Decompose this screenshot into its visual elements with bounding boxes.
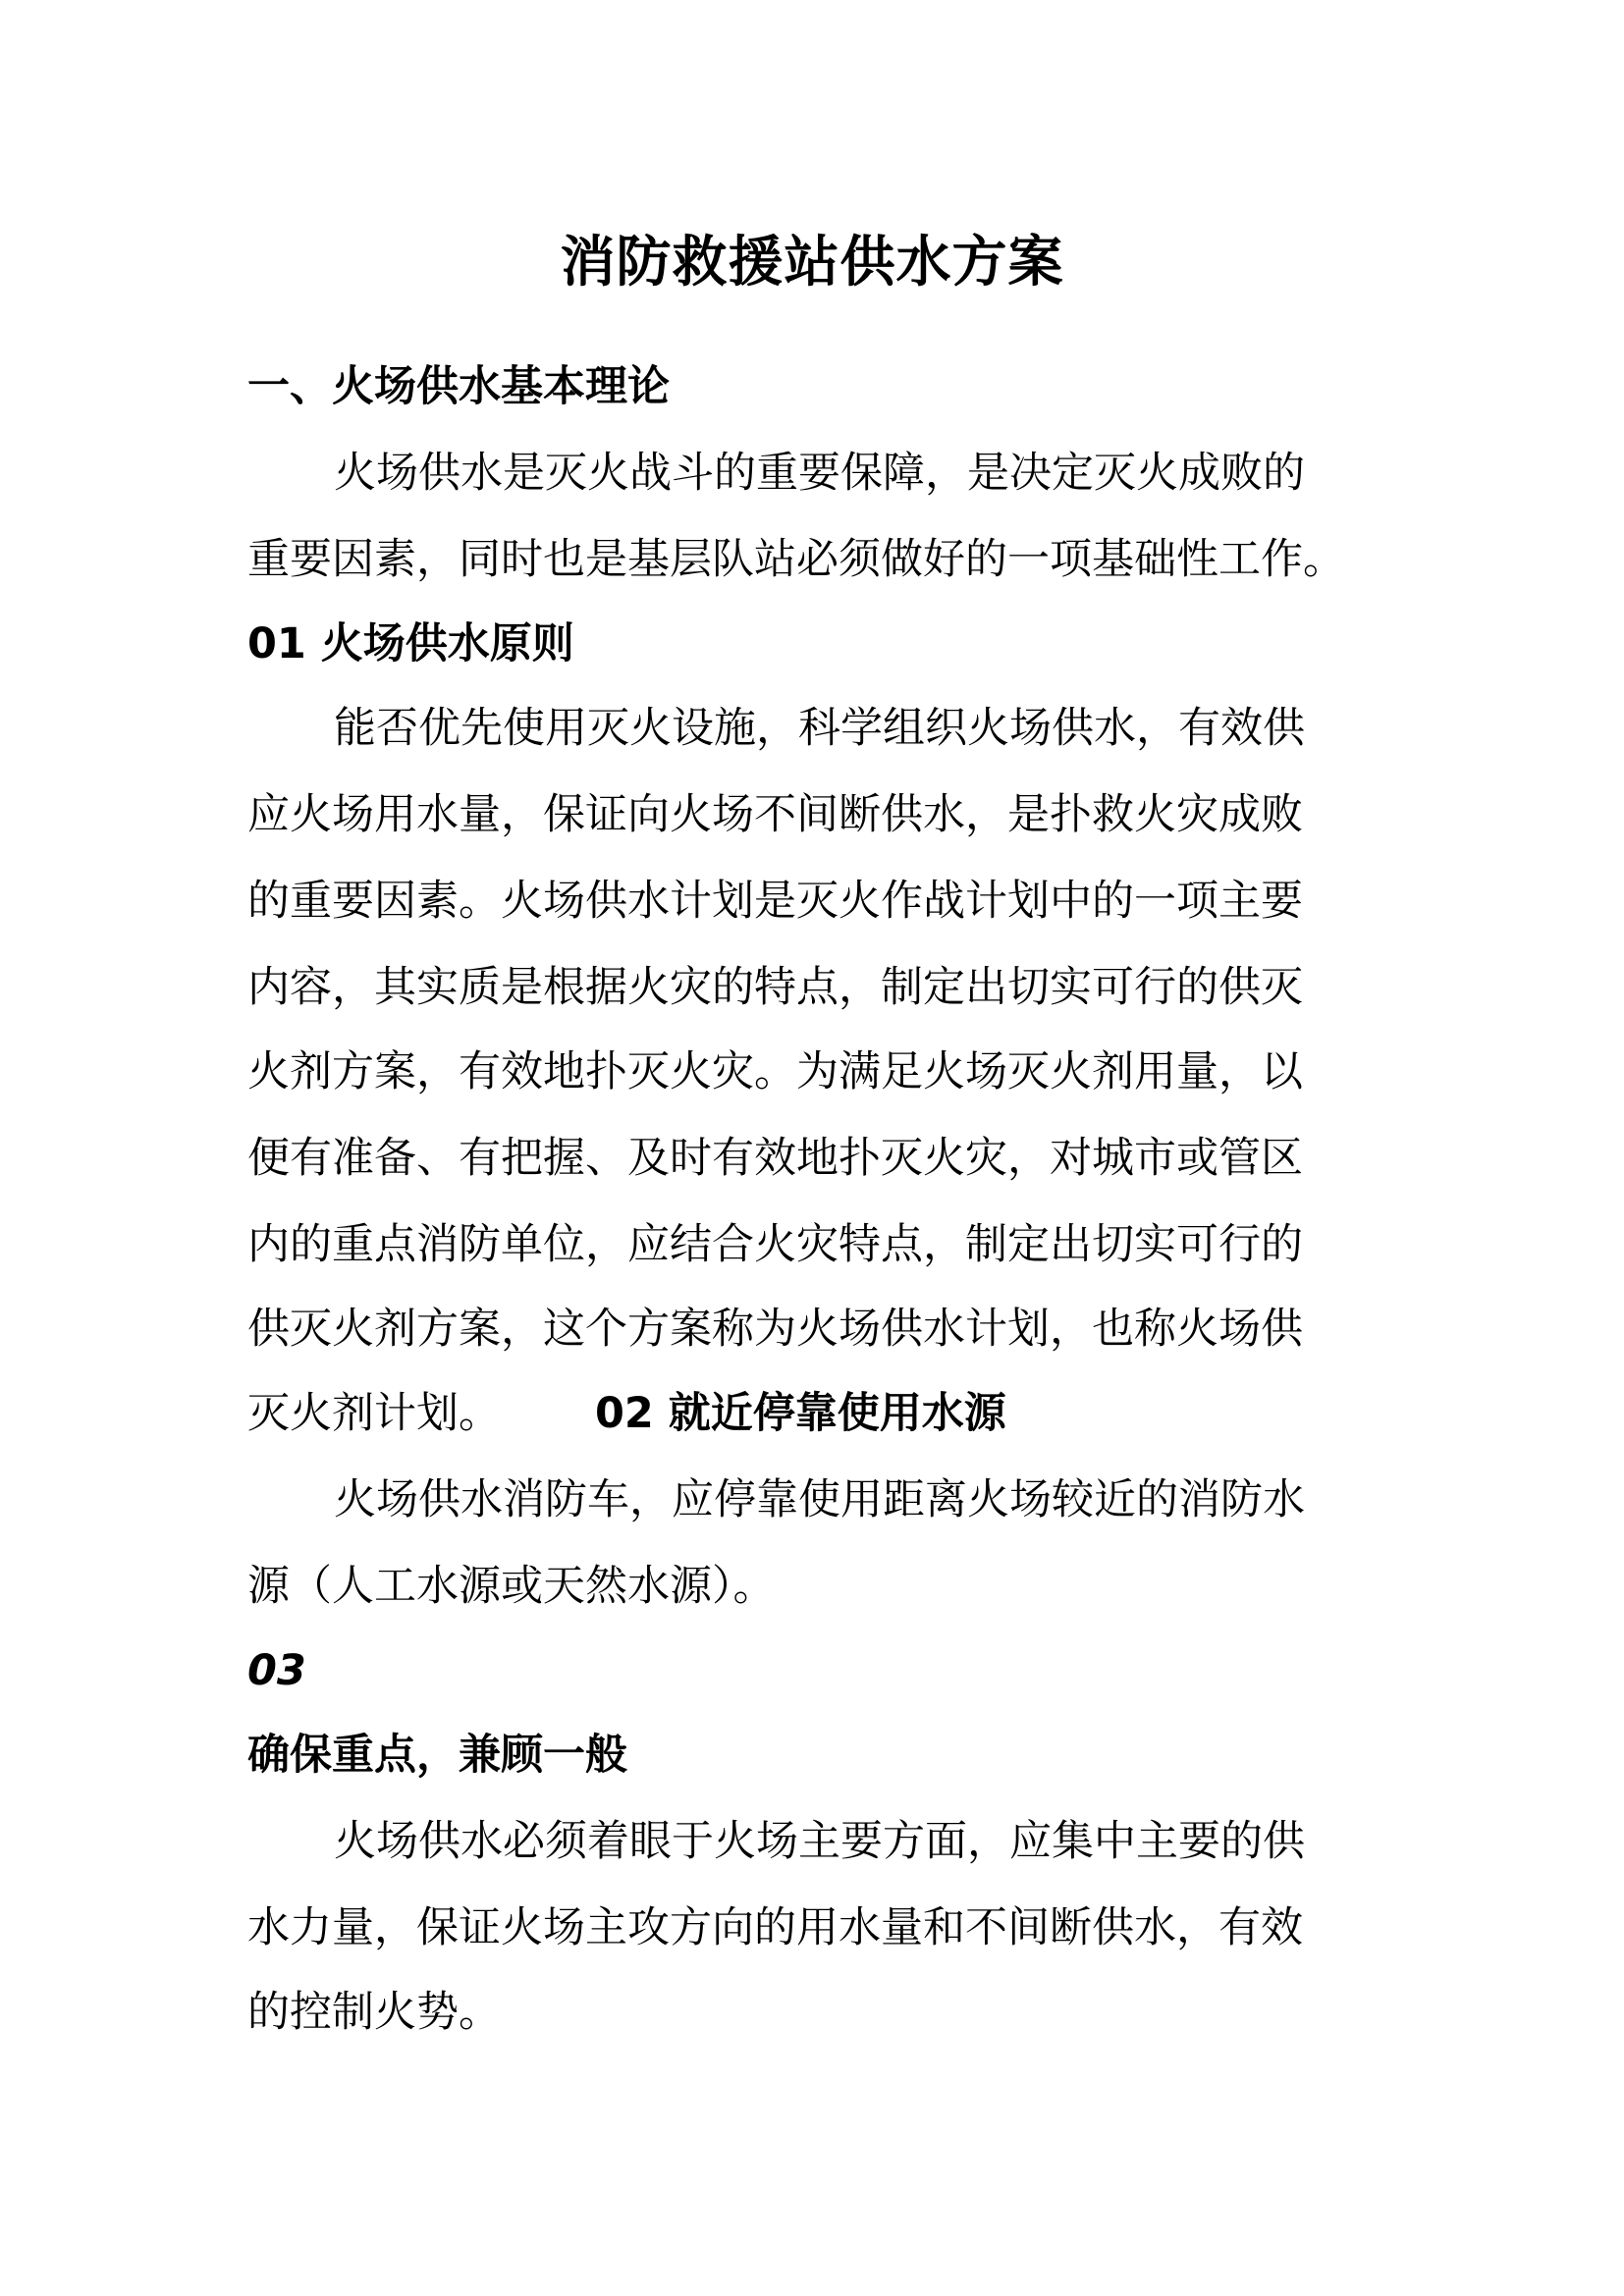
paragraph-line: 内的重点消防单位，应结合火灾特点，制定出切实可行的	[247, 1220, 1303, 1269]
paragraph-line: 火场供水是灭火战斗的重要保障，是决定灭火成败的	[334, 449, 1305, 498]
paragraph-line: 源（人工水源或天然水源）。	[247, 1562, 776, 1611]
page-title: 消防救援站供水方案	[560, 231, 1064, 294]
paragraph-line: 火场供水必须着眼于火场主要方面，应集中主要的供	[334, 1817, 1305, 1866]
paragraph-line: 火剂方案，有效地扑灭火灾。为满足火场灭火剂用量，以	[247, 1047, 1303, 1096]
item-heading-01: 01 火场供水原则	[247, 619, 574, 668]
paragraph-line-with-heading	[247, 1384, 1475, 1443]
paragraph-line: 重要因素，同时也是基层队站必须做好的一项基础性工作。	[247, 535, 1345, 584]
paragraph-line: 的重要因素。火场供水计划是灭火作战计划中的一项主要	[247, 877, 1303, 926]
item-heading-03: 确保重点，兼顾一般	[247, 1731, 627, 1780]
paragraph-line: 能否优先使用灭火设施，科学组织火场供水，有效供	[334, 704, 1305, 753]
paragraph-line: 供灭火剂方案，这个方案称为火场供水计划，也称火场供	[247, 1305, 1303, 1354]
paragraph-line: 便有准备、有把握、及时有效地扑灭火灾，对城市或管区	[247, 1134, 1303, 1183]
paragraph-line: 火场供水消防车，应停靠使用距离火场较近的消防水	[334, 1475, 1305, 1524]
paragraph-line: 内容，其实质是根据火灾的特点，制定出切实可行的供灭	[247, 963, 1303, 1012]
paragraph-line: 的控制火势。	[247, 1988, 501, 2037]
paragraph-line-end: 灭火剂计划。	[247, 1389, 501, 1438]
section-heading: 一、火场供水基本理论	[247, 362, 670, 411]
item-heading-02: 02 就近停靠使用水源	[595, 1389, 1006, 1438]
paragraph-line: 应火场用水量，保证向火场不间断供水，是扑救火灾成败	[247, 790, 1303, 839]
item-number-03: 03	[247, 1646, 306, 1695]
paragraph-line: 水力量，保证火场主攻方向的用水量和不间断供水，有效	[247, 1903, 1303, 1952]
